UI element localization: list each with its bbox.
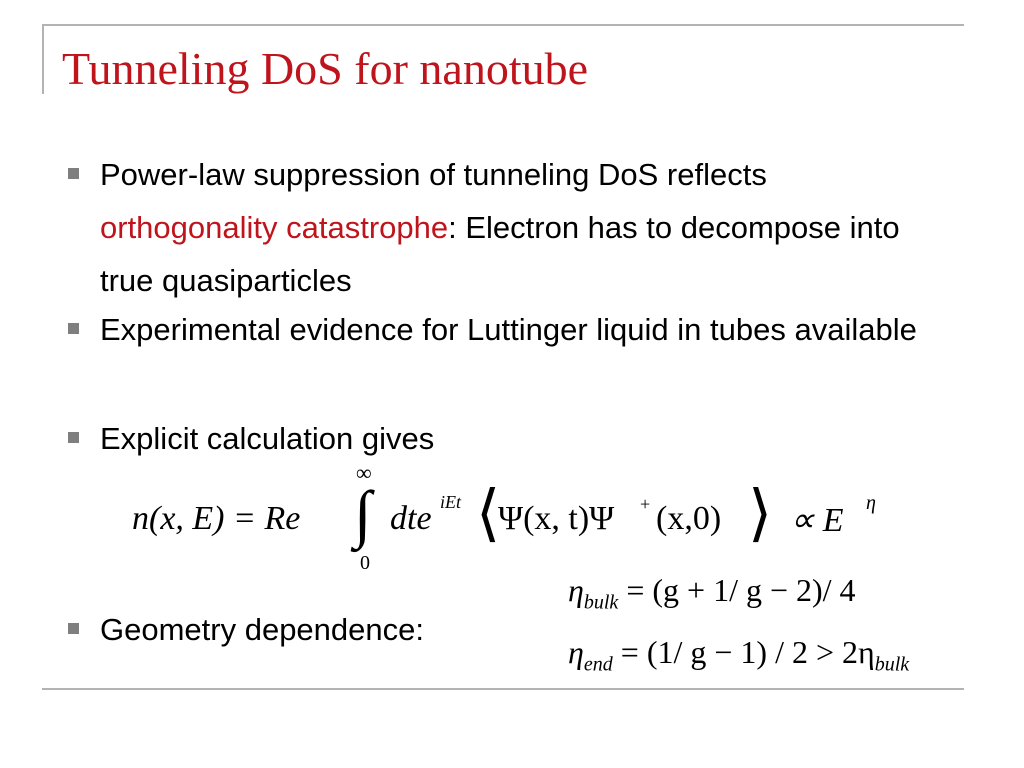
integral-lower-limit: 0 — [360, 552, 370, 574]
integral-sign: ∫ — [354, 478, 372, 549]
bullet-text: Experimental evidence for Luttinger liquid in tubes available — [100, 312, 917, 347]
eta-rhs-subscript: bulk — [874, 653, 910, 676]
left-angle-bracket: ⟨ — [476, 480, 501, 548]
dagger-superscript: + — [640, 494, 651, 514]
eta-subscript: end — [583, 653, 613, 676]
correlator: Ψ(x, t)Ψ — [498, 500, 615, 537]
proportional-exponent: η — [866, 492, 876, 514]
integrand-exponent: iEt — [440, 492, 461, 512]
proportional-term: ∝ E — [790, 502, 844, 539]
eta-bulk-equation — [568, 572, 856, 614]
slide-title: Tunneling DoS for nanotube — [62, 43, 589, 94]
bullet-text — [100, 148, 940, 307]
square-bullet-icon — [68, 623, 79, 634]
eta-bulk-rhs: = (g + 1/ g − 2)/ 4 — [626, 572, 856, 608]
correlator-end: (x,0) — [656, 500, 722, 537]
frame-line-left — [42, 24, 44, 94]
eta-symbol: η — [568, 634, 584, 670]
square-bullet-icon — [68, 168, 79, 179]
formula-lhs: n(x, E) = Re — [132, 500, 301, 537]
highlight-term: orthogonality catastrophe — [100, 210, 449, 245]
eta-subscript: bulk — [583, 591, 619, 614]
bullet-text-start: Power-law suppression of tunneling DoS reflects — [100, 157, 767, 192]
bullet-text: Explicit calculation gives — [100, 421, 435, 456]
frame-line-bottom — [42, 688, 964, 690]
integral-upper-limit: ∞ — [356, 460, 372, 485]
integrand: dte — [390, 500, 432, 537]
eta-end-rhs: = (1/ g − 1) / 2 > 2η — [620, 634, 875, 670]
bullet-text: Geometry dependence: — [100, 612, 424, 647]
square-bullet-icon — [68, 432, 79, 443]
square-bullet-icon — [68, 323, 79, 334]
eta-end-equation — [568, 634, 909, 676]
right-angle-bracket: ⟩ — [748, 480, 773, 548]
frame-line-top — [42, 24, 964, 26]
bullet-text-end: : Electron has to decompose into true quasiparticles — [100, 210, 900, 298]
eta-symbol: η — [568, 572, 584, 608]
